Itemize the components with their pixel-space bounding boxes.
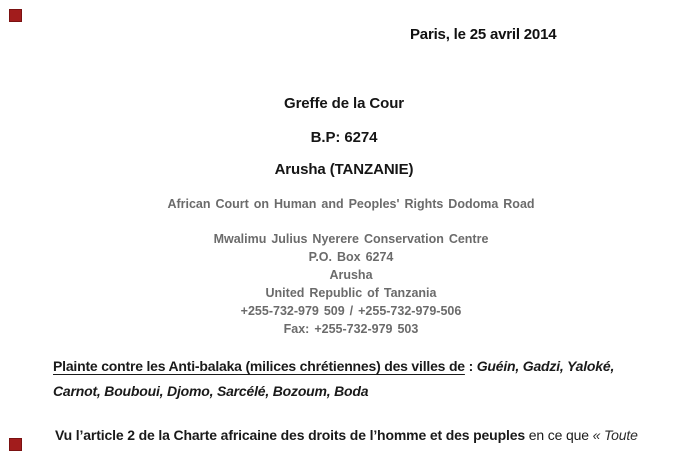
court-po-box-line: B.P: 6274 [310,129,378,146]
red-square-marker-icon [9,9,22,22]
address-phone: +255-732-979 509 / +255-732-979-506 [240,304,462,318]
article-bold-text: Vu l’article 2 de la Charte africaine des droits de l’homme et des peuples [55,427,525,443]
complaint-heading-line2 [53,379,614,404]
complaint-cities-line1: Guéin, Gadzi, Yaloké, [476,358,615,374]
court-registry-line: Greffe de la Cour [284,95,404,112]
complaint-cities-line2: Carnot, Bouboui, Djomo, Sarcélé, Bozoum, Boda [53,383,369,399]
address-city: Arusha [329,268,373,282]
article-regular-text: en ce que [525,427,593,443]
address-country: United Republic of Tanzania [265,286,437,300]
court-city-line: Arusha (TANZANIE) [274,161,414,178]
complaint-heading [53,354,614,404]
address-centre: Mwalimu Julius Nyerere Conservation Centre [213,232,489,246]
article-paragraph [55,427,638,443]
red-square-marker-icon [9,438,22,451]
complaint-heading-line1 [53,354,614,379]
address-court-name: African Court on Human and Peoples' Rights Dodoma Road [167,197,535,211]
address-fax: Fax: +255-732-979 503 [283,322,419,336]
address-po-box: P.O. Box 6274 [308,250,394,264]
date-line: Paris, le 25 avril 2014 [410,26,557,43]
complaint-underlined-text: Plainte contre les Anti-balaka (milices chrétiennes) des villes de [53,358,465,374]
article-quote-start: « Toute [592,427,638,443]
complaint-separator: : [464,358,477,374]
